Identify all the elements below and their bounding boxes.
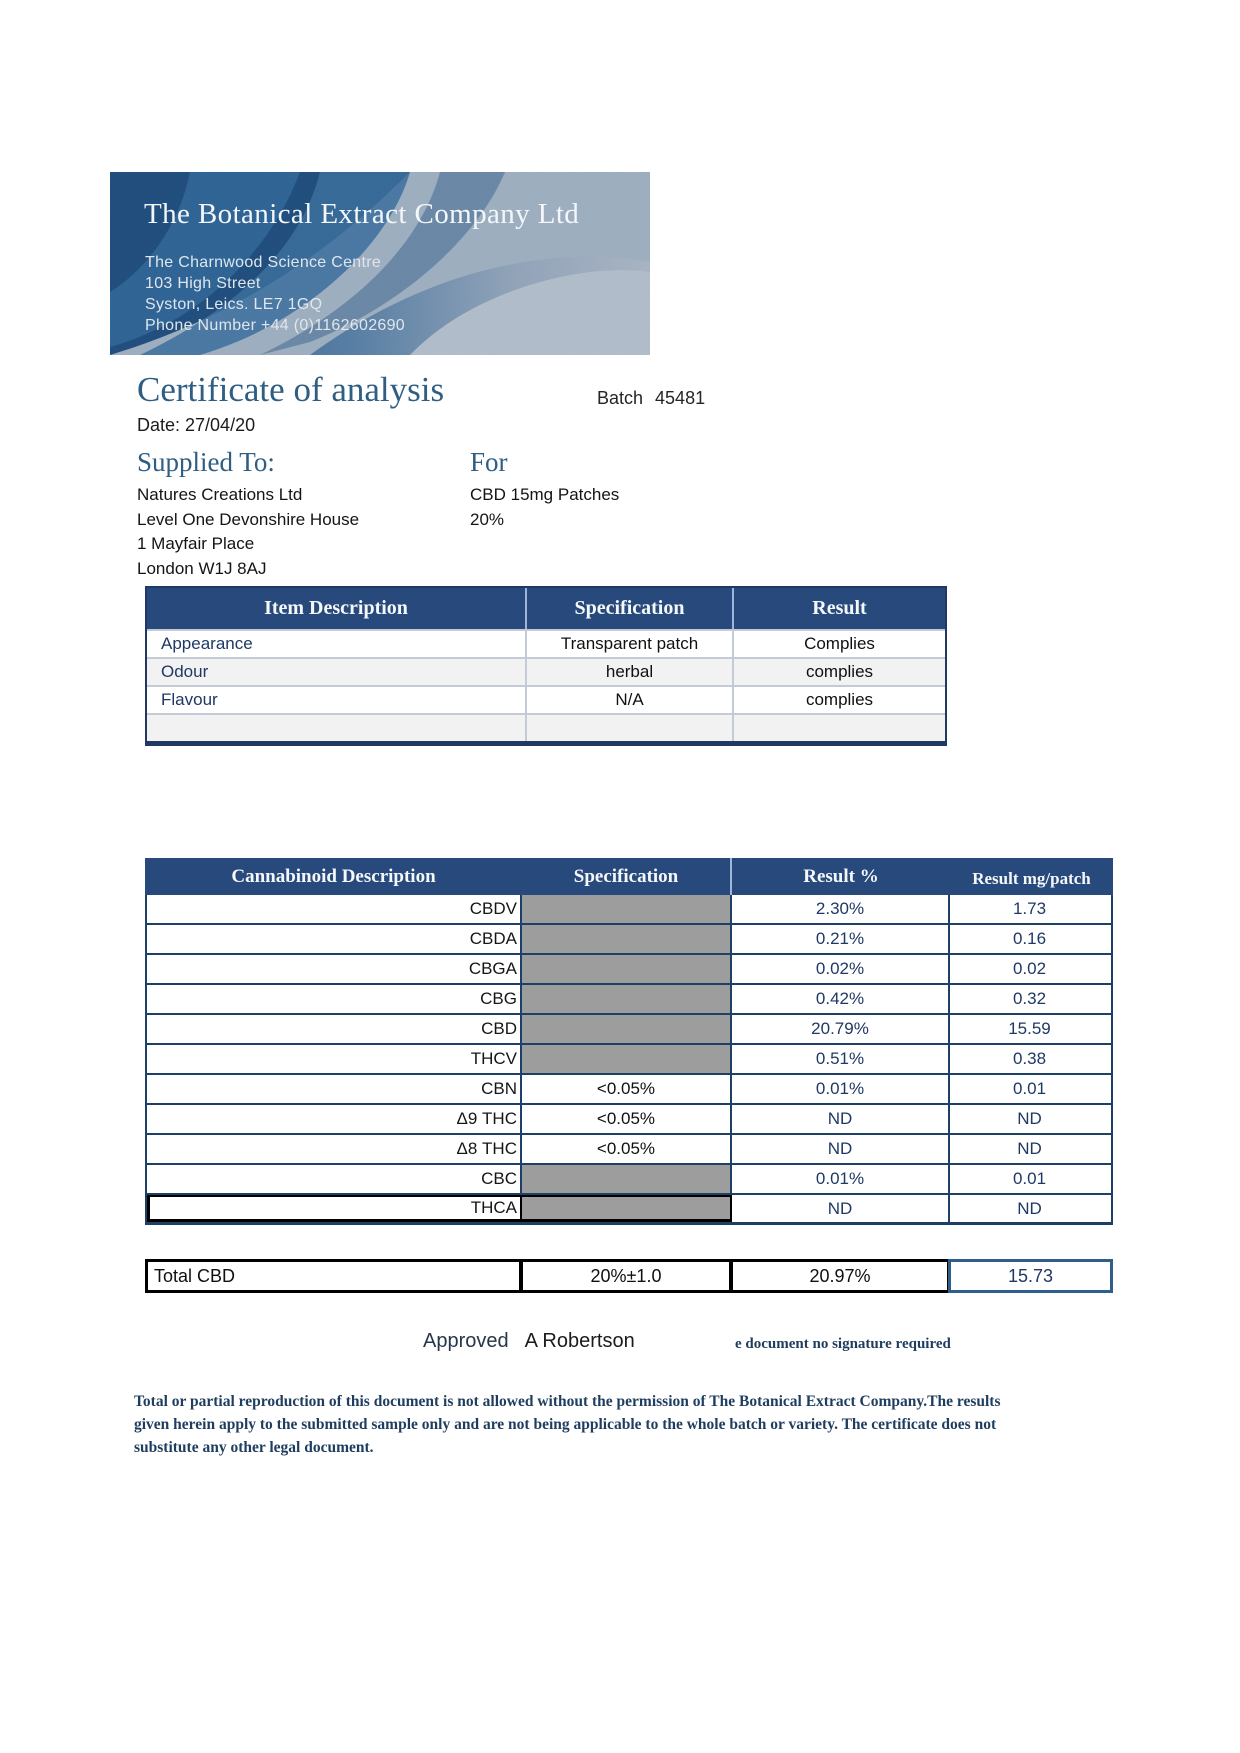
date-line: Date: 27/04/20 <box>137 415 256 435</box>
address-line: Phone Number +44 (0)1162602690 <box>145 317 405 334</box>
result-percent-cell: 2.30% <box>732 895 950 923</box>
total-result-percent-cell: 20.97% <box>730 1259 950 1293</box>
supplied-line: London W1J 8AJ <box>137 558 267 578</box>
result-mg-cell: 15.59 <box>1008 1019 1051 1038</box>
result-percent-cell: 0.01% <box>732 1075 950 1103</box>
cannabinoid-name-cell: Δ8 THC <box>147 1135 522 1163</box>
supplied-to-address <box>137 483 359 581</box>
column-header-item-description: Item Description <box>264 597 408 619</box>
batch-number: 45481 <box>655 388 706 408</box>
result-mg-cell: ND <box>1017 1139 1042 1158</box>
company-banner <box>110 172 650 355</box>
specification-cell <box>522 1015 732 1043</box>
specification-cell: Transparent patch <box>525 631 732 657</box>
table-row <box>147 1135 1111 1165</box>
cannabinoid-name-cell: CBG <box>147 985 522 1013</box>
specification-cell <box>522 985 732 1013</box>
batch-info <box>597 388 705 409</box>
column-header-result-mg-patch: Result mg/patch <box>972 868 1091 888</box>
column-header-result: Result <box>732 588 945 629</box>
result-mg-cell: 1.73 <box>1012 899 1047 918</box>
result-percent-cell: 0.21% <box>732 925 950 953</box>
batch-label: Batch <box>597 388 644 408</box>
specification-cell: herbal <box>525 659 732 685</box>
for-heading: For <box>470 447 508 477</box>
result-percent-cell: 0.01% <box>732 1165 950 1193</box>
specification-cell: N/A <box>525 687 732 713</box>
specification-cell <box>522 1165 732 1193</box>
approval-line <box>423 1330 635 1353</box>
supplied-line: 1 Mayfair Place <box>137 534 255 553</box>
cannabinoid-table <box>145 858 1113 1225</box>
result-mg-cell: ND <box>1017 1109 1042 1128</box>
result-mg-cell: 0.01 <box>1012 1169 1047 1188</box>
item-table-header <box>147 588 945 629</box>
column-header-specification: Specification <box>525 588 732 629</box>
table-row <box>147 925 1111 955</box>
cannabinoid-name-cell: CBD <box>147 1015 522 1043</box>
result-mg-cell: 0.02 <box>1012 959 1047 978</box>
column-header-cannabinoid-description: Cannabinoid Description <box>231 865 436 887</box>
specification-cell <box>522 1195 732 1222</box>
table-row <box>147 1105 1111 1135</box>
item-cell <box>147 715 525 741</box>
result-cell: complies <box>732 659 945 685</box>
result-percent-cell: 0.02% <box>732 955 950 983</box>
table-row <box>147 685 945 713</box>
cannabinoid-table-body <box>145 895 1113 1225</box>
specification-cell: <0.05% <box>522 1105 732 1133</box>
specification-cell <box>522 955 732 983</box>
approver-name: A Robertson <box>524 1330 635 1352</box>
specification-cell: <0.05% <box>522 1075 732 1103</box>
product-line: 20% <box>470 509 505 529</box>
table-row <box>147 713 945 741</box>
total-result-mg-cell: 15.73 <box>948 1259 1113 1293</box>
result-mg-cell: ND <box>1017 1198 1042 1218</box>
table-row <box>147 629 945 657</box>
table-row <box>147 1075 1111 1105</box>
result-percent-cell: 20.79% <box>732 1015 950 1043</box>
cannabinoid-name-cell: CBDA <box>147 925 522 953</box>
cannabinoid-name-cell: CBDV <box>147 895 522 923</box>
total-label-cell: Total CBD <box>145 1259 522 1293</box>
table-row <box>147 955 1111 985</box>
table-row <box>147 1165 1111 1195</box>
result-mg-cell: 0.01 <box>1012 1079 1047 1098</box>
supplied-line: Natures Creations Ltd <box>137 485 303 504</box>
address-line: 103 High Street <box>145 275 261 292</box>
item-cell: Appearance <box>161 634 253 653</box>
column-header-result-percent: Result % <box>803 865 879 887</box>
result-mg-cell: 0.38 <box>1012 1049 1047 1068</box>
cannabinoid-name-cell: CBGA <box>147 955 522 983</box>
table-row <box>147 1015 1111 1045</box>
cannabinoid-name-cell: THCA <box>147 1195 522 1222</box>
result-mg-cell: 0.16 <box>1012 929 1047 948</box>
table-row <box>147 1195 1111 1225</box>
table-row <box>147 1045 1111 1075</box>
result-percent-cell: 0.51% <box>732 1045 950 1073</box>
product-line: CBD 15mg Patches <box>470 485 620 504</box>
disclaimer-text: Total or partial reproduction of this document is not allowed without the permission of The Botanical Extract Company.The results given herein apply to the submitted sample only and are not being applicable to the whole batch or variety. The certificate does not substitute any other legal document. <box>134 1393 1001 1456</box>
cannabinoid-name-cell: CBC <box>147 1165 522 1193</box>
item-table-body <box>147 629 945 741</box>
item-description-table <box>145 586 947 746</box>
address-line: Syston, Leics. LE7 1GQ <box>145 296 323 313</box>
supplied-line: Level One Devonshire House <box>137 509 360 529</box>
company-name: The Botanical Extract Company Ltd <box>144 198 580 230</box>
approved-label: Approved <box>423 1330 509 1352</box>
total-spec-cell: 20%±1.0 <box>520 1259 732 1293</box>
address-line: The Charnwood Science Centre <box>145 254 382 271</box>
page-title: Certificate of analysis <box>137 370 445 409</box>
result-percent-cell: 0.42% <box>732 985 950 1013</box>
column-header-specification: Specification <box>522 858 732 895</box>
result-percent-cell: ND <box>732 1195 950 1222</box>
total-cbd-row <box>145 1259 1113 1293</box>
cannabinoid-name-cell: THCV <box>147 1045 522 1073</box>
specification-cell <box>522 925 732 953</box>
company-address <box>145 252 405 336</box>
e-document-note: e document no signature required <box>735 1336 951 1352</box>
item-cell: Odour <box>161 662 209 681</box>
result-cell: Complies <box>732 631 945 657</box>
table-row <box>147 895 1111 925</box>
table-row <box>147 985 1111 1015</box>
specification-cell: <0.05% <box>522 1135 732 1163</box>
cannabinoid-name-cell: CBN <box>147 1075 522 1103</box>
specification-cell <box>522 1045 732 1073</box>
item-cell: Flavour <box>161 690 218 709</box>
result-percent-cell: ND <box>732 1105 950 1133</box>
for-product <box>470 483 619 532</box>
cannabinoid-name-cell: Δ9 THC <box>147 1105 522 1133</box>
result-cell: complies <box>732 687 945 713</box>
result-cell <box>732 715 945 741</box>
specification-cell <box>525 715 732 741</box>
specification-cell <box>522 895 732 923</box>
table-row <box>147 657 945 685</box>
result-mg-cell: 0.32 <box>1012 989 1047 1008</box>
supplied-to-heading: Supplied To: <box>137 447 275 477</box>
result-percent-cell: ND <box>732 1135 950 1163</box>
cannabinoid-table-header <box>145 858 1113 895</box>
